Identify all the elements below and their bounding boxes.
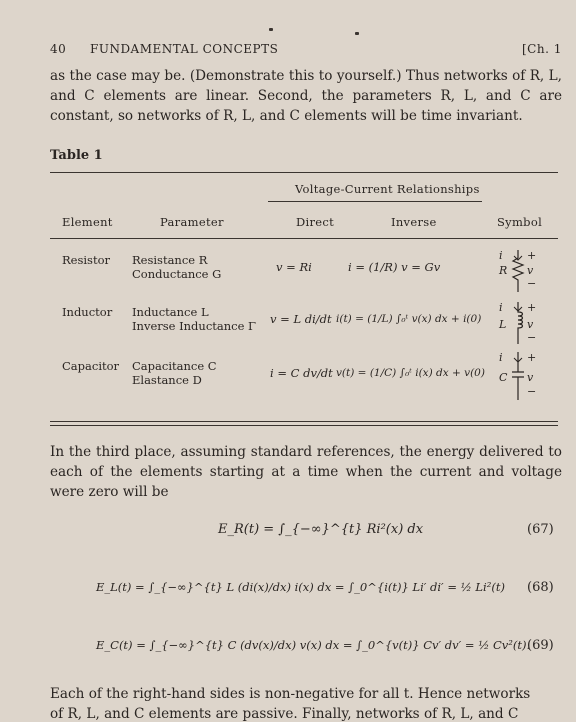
symbol-current-label: i [499, 301, 503, 314]
row-resistor-direct: v = Ri [276, 260, 312, 274]
row-capacitor-inverse: v(t) = (1/C) ∫₀ᵗ i(x) dx + v(0) [336, 367, 485, 379]
inductor-symbol [497, 302, 545, 344]
row-resistor-inverse: i = (1/R) v = Gv [348, 260, 441, 274]
row-inductor-param-2: Inverse Inductance Γ [132, 319, 257, 333]
chapter-ref: [Ch. 1 [522, 42, 562, 56]
symbol-param-label: R [499, 264, 508, 277]
symbol-minus: − [527, 277, 537, 290]
equation-67: E_R(t) = ∫_{−∞}^{t} Ri²(x) dx [218, 522, 424, 537]
symbol-minus: − [527, 331, 537, 344]
row-capacitor-param-1: Capacitance C [132, 359, 217, 373]
inductor-icon [511, 302, 525, 344]
table-bottom-rule [50, 421, 558, 422]
equation-69: E_C(t) = ∫_{−∞}^{t} C (dv(x)/dx) v(x) dx = ∫_0^{v(t)} Cv′ dv′ = ½ Cv²(t). [96, 638, 531, 652]
row-inductor-inverse: i(t) = (1/L) ∫₀ᵗ v(x) dx + i(0) [336, 313, 482, 325]
table-bottom-rule-2 [50, 425, 558, 426]
row-inductor-param-1: Inductance L [132, 305, 209, 319]
symbol-current-label: i [499, 351, 503, 364]
symbol-plus: + [527, 301, 537, 314]
row-inductor-element: Inductor [62, 305, 113, 319]
row-capacitor-element: Capacitor [62, 359, 120, 373]
group-header: Voltage-Current Relationships [295, 182, 480, 196]
header-bottom-rule [50, 238, 558, 239]
row-resistor-param-1: Resistance R [132, 253, 208, 267]
group-header-rule [268, 201, 482, 202]
chapter-title: FUNDAMENTAL CONCEPTS [90, 42, 279, 56]
row-capacitor-direct: i = C dv/dt [270, 366, 333, 380]
symbol-current-label: i [499, 249, 503, 262]
symbol-voltage-label: v [527, 371, 534, 384]
page-number: 40 [50, 42, 67, 56]
symbol-minus: − [527, 385, 537, 398]
col-symbol: Symbol [497, 215, 543, 229]
closing-line-2: of R, L, and C elements are passive. Finally, networks of R, L, and C [50, 706, 519, 722]
resistor-symbol [497, 250, 545, 292]
equation-68-number: (68) [527, 580, 554, 595]
row-resistor-param-2: Conductance G [132, 267, 222, 281]
table-title: Table 1 [50, 148, 103, 163]
capacitor-icon [511, 352, 525, 400]
symbol-plus: + [527, 249, 537, 262]
energy-paragraph: In the third place, assuming standard references, the energy delivered to each of the elements starting at a time when the current and voltage were zero will be [50, 444, 562, 500]
capacitor-symbol [497, 352, 545, 400]
equation-69-number: (69) [527, 638, 554, 653]
col-inverse: Inverse [391, 215, 437, 229]
col-parameter: Parameter [160, 215, 224, 229]
equation-67-number: (67) [527, 522, 554, 537]
row-inductor-direct: v = L di/dt [270, 312, 332, 326]
symbol-param-label: L [499, 318, 507, 331]
col-element: Element [62, 215, 113, 229]
resistor-icon [511, 250, 525, 292]
ink-mark [355, 32, 359, 35]
intro-paragraph: as the case may be. (Demonstrate this to yourself.) Thus networks of R, L, and C elements are linear. Second, the parameters R, L, and C are constant, so networks of R, L, and C elements will be time invariant. [50, 68, 562, 124]
table-top-rule [50, 172, 558, 173]
symbol-voltage-label: v [527, 318, 534, 331]
row-resistor-element: Resistor [62, 253, 110, 267]
equation-68: E_L(t) = ∫_{−∞}^{t} L (di(x)/dx) i(x) dx = ∫_0^{i(t)} Li′ di′ = ½ Li²(t) [96, 580, 505, 594]
symbol-param-label: C [499, 371, 508, 384]
symbol-plus: + [527, 351, 537, 364]
ink-mark [269, 28, 273, 31]
col-direct: Direct [296, 215, 335, 229]
symbol-voltage-label: v [527, 264, 534, 277]
row-capacitor-param-2: Elastance D [132, 373, 202, 387]
closing-line-1: Each of the right-hand sides is non-negative for all t. Hence networks [50, 686, 531, 702]
